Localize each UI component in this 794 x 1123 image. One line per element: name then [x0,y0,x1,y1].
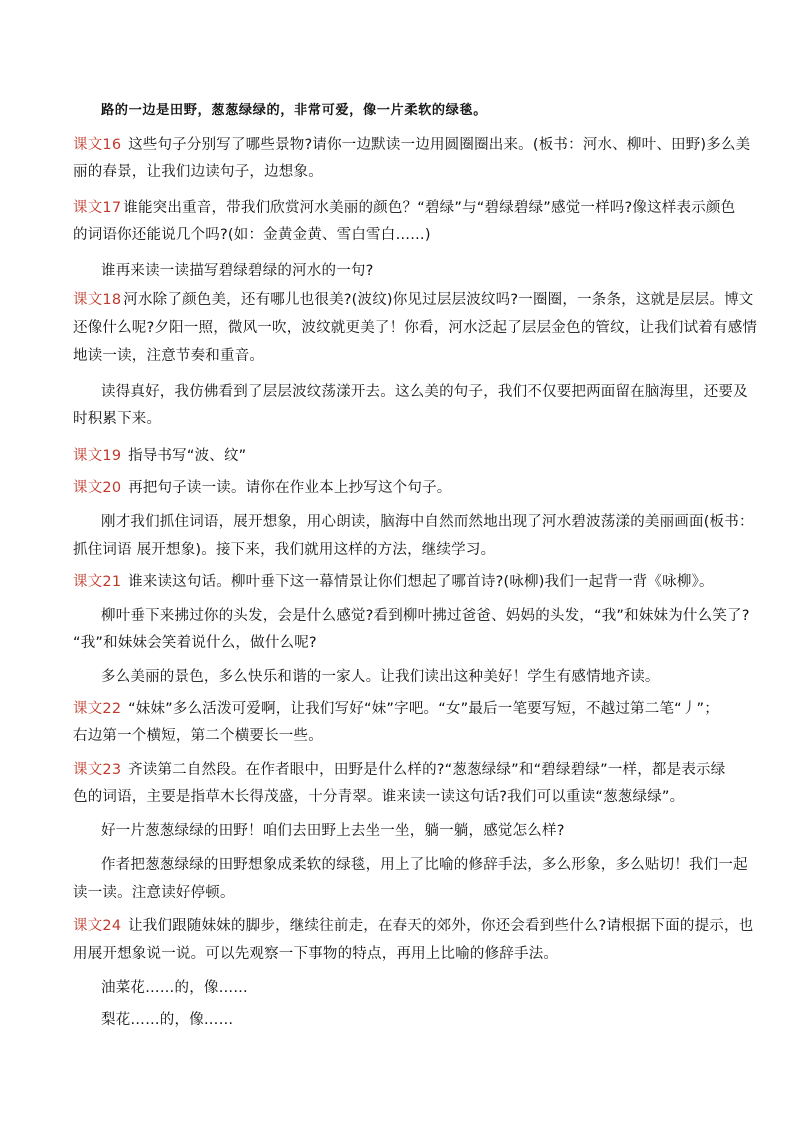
line-text: 谁能突出重音，带我们欣赏河水美丽的颜色？“碧绿”与“碧绿碧绿”感觉一样吗?像这样表示颜色 [123,200,736,216]
lesson-label: 课文19 [73,448,122,464]
line-text: 抓住词语 展开想象)。接下来，我们就用这样的方法，继续学习。 [73,542,496,558]
line-text: 柳叶垂下来拂过你的头发，会是什么感觉?看到柳叶拂过爸爸、妈妈的头发，“我”和妹妹为什么笑了? [101,608,750,624]
text-line [73,633,317,653]
text-line [73,883,235,903]
text-line [101,512,754,532]
text-line [101,821,565,841]
text-line [101,261,374,281]
line-text: 多么美丽的景色，多么快乐和谐的一家人。让我们读出这种美好！学生有感情地齐读。 [101,669,660,685]
lesson-label: 课文17 [73,200,122,216]
text-line [101,667,660,687]
line-text: 谁再来读一读描写碧绿碧绿的河水的一句? [101,263,374,279]
line-text: 路的一边是田野，葱葱绿绿的，非常可爱，像一片柔软的绿毯。 [101,103,488,118]
line-text: 谁来读这句话。柳叶垂下这一幕情景让你们想起了哪首诗?(咏柳)我们一起背一背《咏柳》。 [123,574,714,590]
line-text: 河水除了颜色美，还有哪儿也很美?(波纹)你见过层层波纹吗?一圈圈，一条条，这就是层层。博文 [123,292,754,308]
line-text: 作者把葱葱绿绿的田野想象成柔软的绿毯，用上了比喻的修辞手法，多么形象，多么贴切！我们一起 [101,857,748,873]
line-text: 读得真好，我仿佛看到了层层波纹荡漾开去。这么美的句子，我们不仅要把两面留在脑海里，还要及 [101,384,748,400]
text-line [73,162,323,182]
text-line [73,572,714,592]
text-line [73,699,719,719]
text-line [73,318,757,338]
line-text: 的词语你还能说几个吗?(如：金黄金黄、雪白雪白……) [73,227,431,243]
line-text: 时积累下来。 [73,411,162,427]
text-line [73,135,750,155]
text-line [73,290,753,310]
lesson-label: 课文18 [73,292,122,308]
line-text: 用展开想象说一说。可以先观察一下事物的特点，再用上比喻的修辞手法。 [73,946,559,962]
text-line [73,540,495,560]
text-line [73,760,725,780]
text-line [73,198,735,218]
line-text: “我”和妹妹会笑着说什么，做什么呢? [73,635,317,651]
line-text: 油菜花……的，像…… [101,980,248,996]
lesson-label: 课文16 [73,137,122,153]
text-line [73,726,323,746]
lesson-label: 课文21 [73,574,122,590]
line-text: 梨花……的，像…… [101,1012,234,1028]
lesson-label: 课文22 [73,701,122,717]
text-line [101,606,750,626]
line-text: 指导书写“波、纹” [123,448,247,464]
line-text: 这些句子分别写了哪些景物?请你一边默读一边用圆圈圈出来。(板书：河水、柳叶、田野)多么美 [123,137,751,153]
line-text: 刚才我们抓住词语，展开想象，用心朗读，脑海中自然而然地出现了河水碧波荡漾的美丽画面(板书： [101,514,754,530]
line-text: 让我们跟随妹妹的脚步，继续往前走，在春天的郊外，你还会看到些什么?请根据下面的提示，也 [123,918,754,934]
text-line [73,446,246,466]
text-line [73,478,451,498]
text-line [73,787,684,807]
lesson-label: 课文24 [73,918,122,934]
lesson-label: 课文23 [73,762,122,778]
line-text: 齐读第二自然段。在作者眼中，田野是什么样的?“葱葱绿绿”和“碧绿碧绿”一样，都是表示绿 [123,762,726,778]
line-text: 色的词语，主要是指草木长得茂盛，十分青翠。谁来读一读这句话?我们可以重读“葱葱绿绿”。 [73,789,685,805]
text-line [73,916,753,936]
line-text: 读一读。注意读好停顿。 [73,885,235,901]
line-text: 地读一读，注意节奏和重音。 [73,348,265,364]
text-line [101,978,248,998]
text-line [73,944,558,964]
text-line [73,346,264,366]
text-line [101,101,487,121]
text-line [73,225,431,245]
line-text: 好一片葱葱绿绿的田野！咱们去田野上去坐一坐，躺一躺，感觉怎么样? [101,823,565,839]
line-text: 还像什么呢?夕阳一照，微风一吹，波纹就更美了！你看，河水泛起了层层金色的管纹，让我们试着有感情 [73,320,758,336]
text-line [101,855,748,875]
lesson-label: 课文20 [73,480,122,496]
line-text: 丽的春景，让我们边读句子，边想象。 [73,164,323,180]
line-text: “妹妹”多么活泼可爱啊，让我们写好“妹”字吧。“女”最后一笔要写短，不越过第二笔“丿”； [123,701,719,717]
line-text: 右边第一个横短，第二个横要长一些。 [73,728,323,744]
text-line [101,382,748,402]
line-text: 再把句子读一读。请你在作业本上抄写这个句子。 [123,480,452,496]
text-line [73,409,161,429]
text-line [101,1010,233,1030]
